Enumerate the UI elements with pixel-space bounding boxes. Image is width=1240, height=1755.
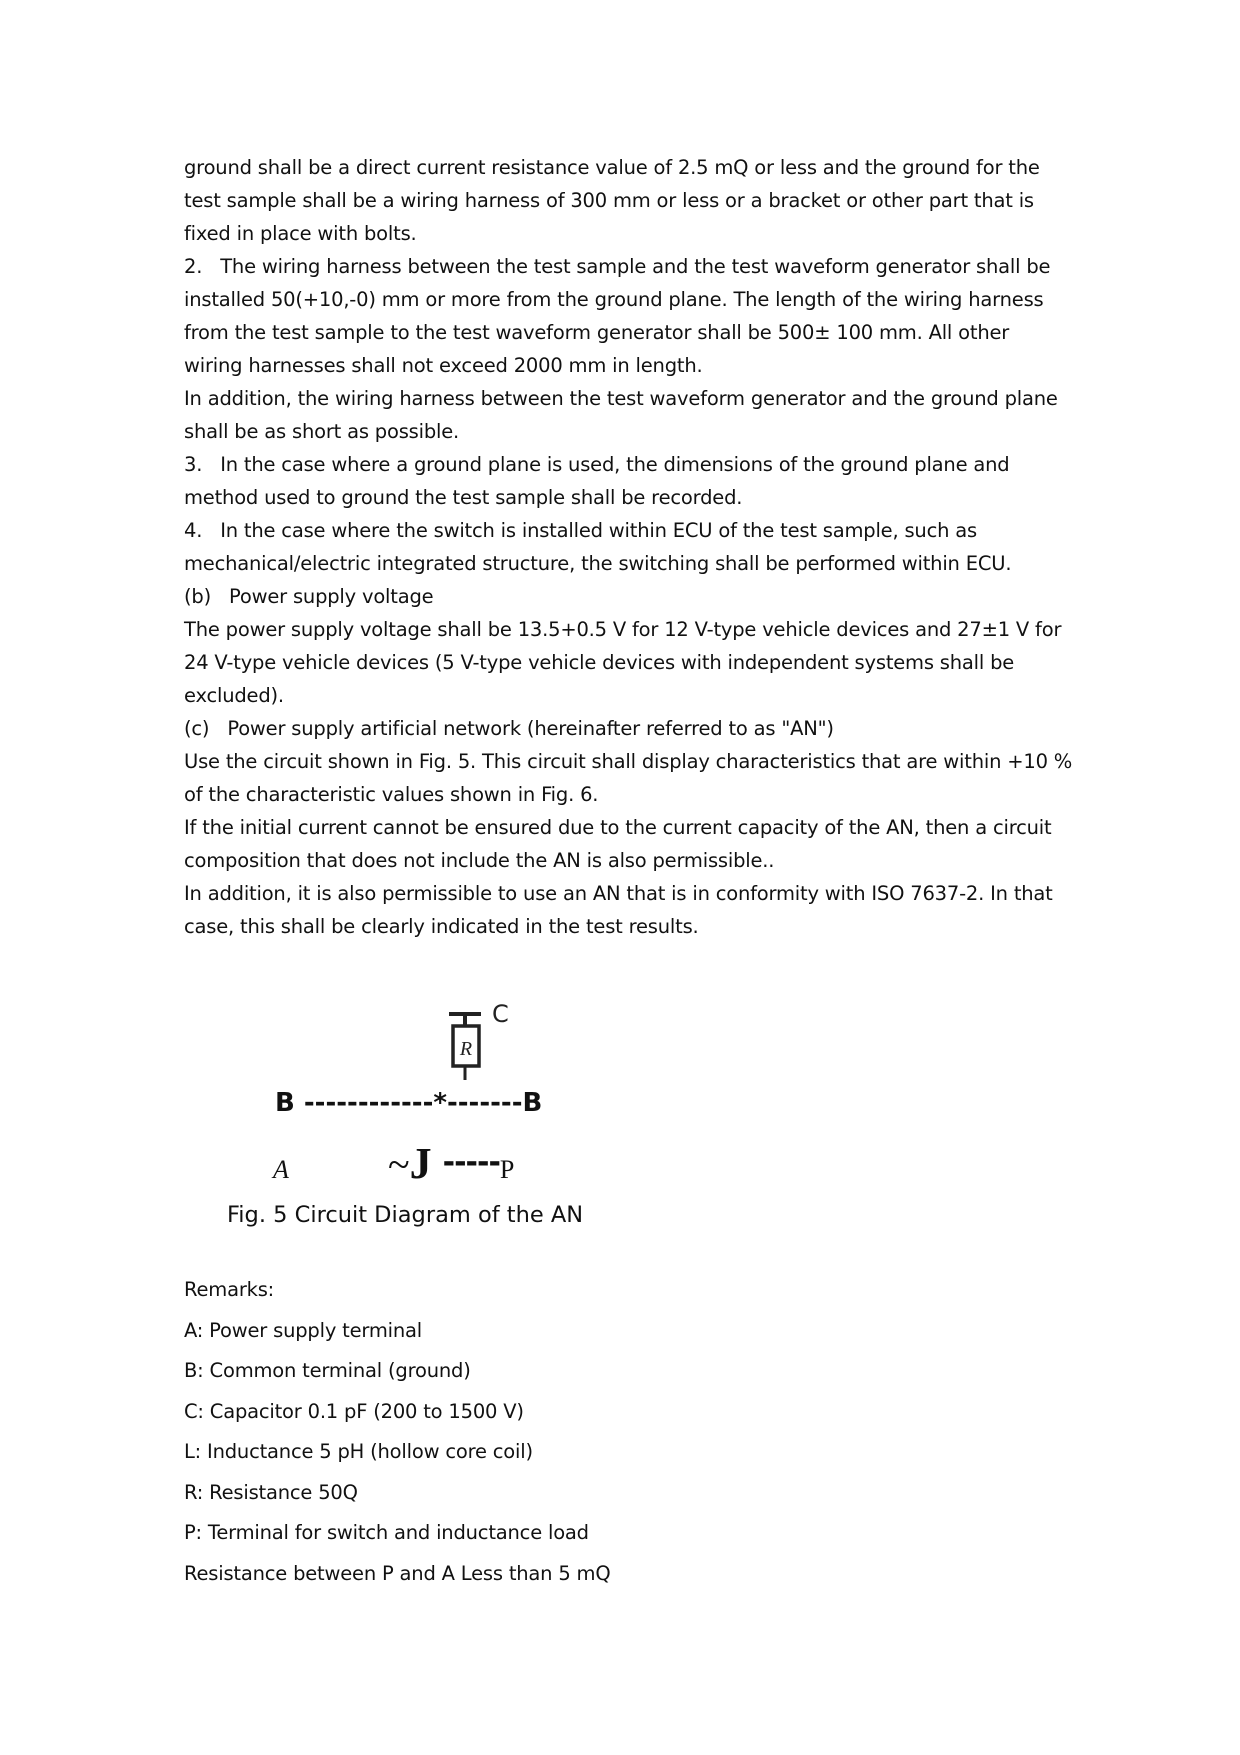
remark-item: Resistance between P and A Less than 5 mQ — [184, 1561, 611, 1585]
body-line: excluded). — [184, 684, 284, 707]
power-supply-terminal-label: A — [273, 1155, 289, 1184]
body-line: test sample shall be a wiring harness of 300 mm or less or a bracket or other part that is — [184, 189, 1034, 212]
body-line: If the initial current cannot be ensured due to the current capacity of the AN, then a circuit — [184, 816, 1052, 839]
body-line: Use the circuit shown in Fig. 5. This circuit shall display characteristics that are within +10 % — [184, 750, 1073, 773]
inductance-line — [388, 1138, 514, 1189]
body-line: The power supply voltage shall be 13.5+0.5 V for 12 V-type vehicle devices and 27±1 V for — [184, 618, 1062, 641]
body-text — [184, 151, 1073, 943]
body-line: composition that does not include the AN is also permissible.. — [184, 849, 775, 872]
body-line: ground shall be a direct current resistance value of 2.5 mQ or less and the ground for the — [184, 156, 1040, 179]
common-terminal-line: B ------------*-------B — [275, 1088, 543, 1118]
connector-dashes: ----- — [442, 1145, 500, 1180]
remark-item: A: Power supply terminal — [184, 1318, 423, 1342]
body-line: shall be as short as possible. — [184, 420, 460, 443]
body-line: (c) Power supply artificial network (hereinafter referred to as "AN") — [184, 717, 834, 740]
body-line: 24 V-type vehicle devices (5 V-type vehicle devices with independent systems shall be — [184, 651, 1015, 674]
body-line: fixed in place with bolts. — [184, 222, 417, 245]
circuit-diagram — [260, 1000, 620, 1200]
resistor-label: R — [459, 1038, 473, 1060]
body-line: method used to ground the test sample shall be recorded. — [184, 486, 743, 509]
figure-caption: Fig. 5 Circuit Diagram of the AN — [227, 1202, 584, 1228]
remark-item: B: Common terminal (ground) — [184, 1359, 471, 1382]
body-line: 4. In the case where the switch is installed within ECU of the test sample, such as — [184, 519, 977, 542]
body-line: 2. The wiring harness between the test sample and the test waveform generator shall be — [184, 255, 1051, 278]
body-line: 3. In the case where a ground plane is used, the dimensions of the ground plane and — [184, 453, 1010, 476]
resistor-symbol — [445, 1000, 485, 1080]
remark-item: R: Resistance 50Q — [184, 1480, 358, 1504]
remarks-heading: Remarks: — [184, 1278, 275, 1301]
j-label: J — [409, 1139, 432, 1188]
remarks-section — [184, 1270, 610, 1594]
body-line: In addition, the wiring harness between the test waveform generator and the ground plane — [184, 387, 1058, 410]
body-line: case, this shall be clearly indicated in the test results. — [184, 915, 699, 938]
body-line: of the characteristic values shown in Fig. 6. — [184, 783, 599, 806]
remark-item: L: Inductance 5 pH (hollow core coil) — [184, 1440, 533, 1463]
body-line: In addition, it is also permissible to use an AN that is in conformity with ISO 7637-2. In that — [184, 882, 1053, 905]
body-line: from the test sample to the test waveform generator shall be 500± 100 mm. All other — [184, 321, 1010, 344]
tilde-symbol: ~ — [388, 1142, 410, 1187]
body-line: mechanical/electric integrated structure, the switching shall be performed within ECU. — [184, 552, 1012, 575]
body-line: (b) Power supply voltage — [184, 585, 434, 608]
remark-item: P: Terminal for switch and inductance load — [184, 1521, 589, 1544]
remark-item: C: Capacitor 0.1 pF (200 to 1500 V) — [184, 1399, 524, 1423]
p-terminal-label: P — [499, 1155, 515, 1184]
body-line: wiring harnesses shall not exceed 2000 mm in length. — [184, 354, 703, 377]
capacitor-label: C — [492, 1000, 509, 1028]
body-line: installed 50(+10,-0) mm or more from the ground plane. The length of the wiring harness — [184, 288, 1044, 311]
